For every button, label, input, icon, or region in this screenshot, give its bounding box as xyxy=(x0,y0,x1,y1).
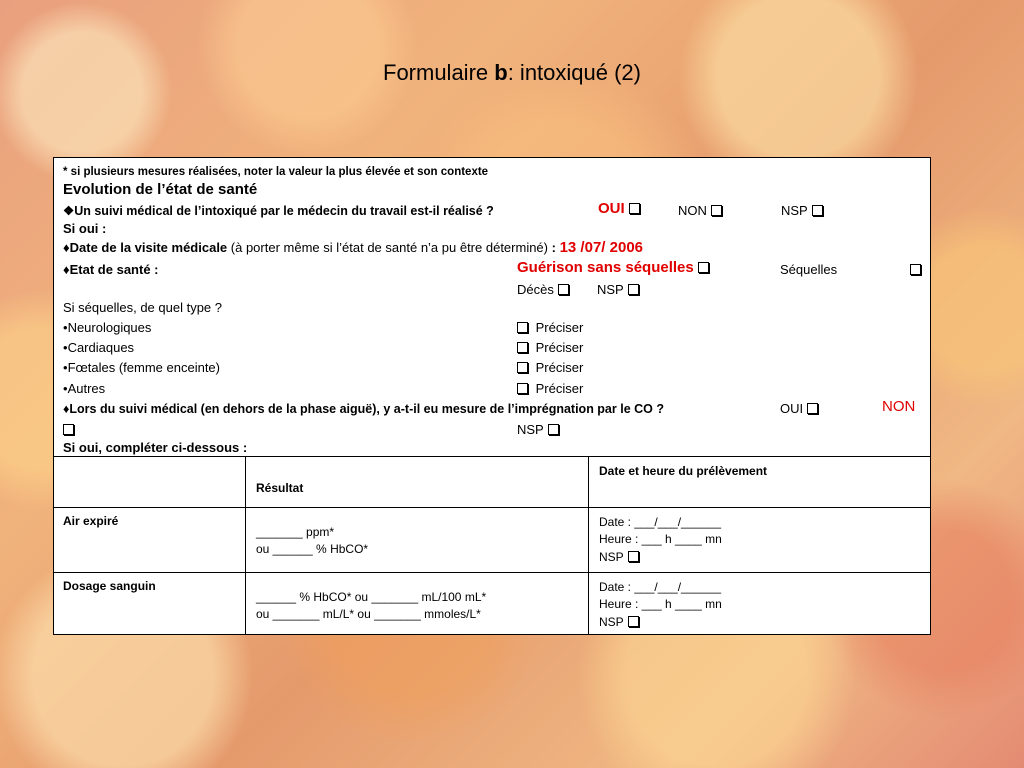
preciser-cardio[interactable] xyxy=(517,340,583,356)
option-sequelles[interactable] xyxy=(780,262,837,278)
result-field[interactable]: ou _______ mL/L* ou _______ mmoles/L* xyxy=(256,607,481,621)
sequelle-item-neuro xyxy=(63,320,151,336)
diamond-bullet-icon: ❖ xyxy=(63,204,75,218)
si-oui-completer: Si oui, compléter ci-dessous : xyxy=(63,440,248,455)
dot-bullet-icon: • xyxy=(63,381,68,396)
date-sep: / xyxy=(576,239,585,256)
checkbox-icon[interactable] xyxy=(910,264,921,275)
form-panel xyxy=(53,157,931,635)
checkbox-icon[interactable] xyxy=(63,424,74,435)
date-field[interactable]: Date : ___/___/______ xyxy=(599,515,722,529)
date-colon: : xyxy=(551,240,556,255)
preciser-foetales[interactable] xyxy=(517,360,583,376)
heure-field[interactable]: Heure : ___ h ____ mn xyxy=(599,532,722,546)
slide-title xyxy=(0,60,1024,86)
sequelle-label: Neurologiques xyxy=(67,320,152,335)
option-nsp[interactable] xyxy=(781,203,823,219)
question-date-visite xyxy=(63,240,643,256)
date-day: 13 xyxy=(559,239,577,256)
nsp-label: NSP xyxy=(599,615,624,629)
etat-sante-label: Etat de santé : xyxy=(69,262,159,277)
table-header-resultat: Résultat xyxy=(256,481,304,495)
checkbox-icon[interactable] xyxy=(629,203,640,214)
date-month: 07 xyxy=(584,239,602,256)
option-oui-selected[interactable] xyxy=(598,201,640,217)
preciser-autres[interactable] xyxy=(517,381,583,397)
sequelle-label: Cardiaques xyxy=(67,340,135,355)
nsp-label: NSP xyxy=(781,203,808,218)
preciser-label: Préciser xyxy=(535,360,584,375)
date-year: 2006 xyxy=(609,239,644,256)
title-text: Formulaire xyxy=(383,60,495,85)
checkbox-icon[interactable] xyxy=(628,616,639,627)
sequelle-label: Autres xyxy=(67,381,106,396)
checkbox-icon[interactable] xyxy=(628,284,639,295)
dot-bullet-icon: • xyxy=(63,320,68,335)
table-header-date: Date et heure du prélèvement xyxy=(599,464,768,478)
table-col-divider xyxy=(588,456,589,634)
option-nsp-co[interactable] xyxy=(517,422,559,438)
result-field[interactable]: ou ______ % HbCO* xyxy=(256,542,369,556)
table-col-divider xyxy=(245,456,246,634)
checkbox-icon[interactable] xyxy=(711,205,722,216)
option-non[interactable] xyxy=(678,203,722,219)
sequelles-checkbox[interactable] xyxy=(906,262,921,278)
nsp-label: NSP xyxy=(599,550,624,564)
sequelle-item-autres xyxy=(63,381,105,397)
checkbox-icon[interactable] xyxy=(517,362,528,373)
sequelle-label: Fœtales (femme enceinte) xyxy=(67,360,220,375)
dot-bullet-icon: • xyxy=(63,360,68,375)
heure-field[interactable]: Heure : ___ h ____ mn xyxy=(599,597,722,611)
non-label: NON xyxy=(678,203,707,218)
result-field[interactable]: ______ % HbCO* ou _______ mL/100 mL* xyxy=(256,590,487,604)
title-text-end: : intoxiqué (2) xyxy=(507,60,641,85)
checkbox-icon[interactable] xyxy=(698,262,709,273)
question-suivi xyxy=(63,203,494,219)
checkbox-icon[interactable] xyxy=(548,424,559,435)
nsp-label: NSP xyxy=(517,422,544,437)
checkbox-icon[interactable] xyxy=(628,551,639,562)
title-bold: b xyxy=(494,60,508,85)
section-title: Evolution de l’état de santé xyxy=(63,181,258,198)
date-visite-label: Date de la visite médicale xyxy=(69,240,228,255)
row-label-air: Air expiré xyxy=(63,514,119,528)
sequelle-item-cardio xyxy=(63,340,134,356)
date-field[interactable]: Date : ___/___/______ xyxy=(599,580,722,594)
sequelles-type-label: Si séquelles, de quel type ? xyxy=(63,300,222,315)
question-suivi-text: Un suivi médical de l’intoxiqué par le médecin du travail est-il réalisé ? xyxy=(74,204,494,218)
checkbox-icon[interactable] xyxy=(558,284,569,295)
checkbox-icon[interactable] xyxy=(812,205,823,216)
date-sep: / xyxy=(601,239,610,256)
si-oui-label: Si oui : xyxy=(63,221,107,236)
table-row-divider xyxy=(54,507,930,508)
diamond-bullet-icon: ♦ xyxy=(63,262,70,277)
checkbox-icon[interactable] xyxy=(517,342,528,353)
option-oui-co[interactable] xyxy=(780,401,818,417)
table-top-border xyxy=(54,456,930,457)
checkbox-icon[interactable] xyxy=(517,322,528,333)
option-deces[interactable] xyxy=(517,282,569,298)
option-non-co-selected[interactable]: NON xyxy=(882,398,916,415)
oui-label: OUI xyxy=(780,401,804,416)
date-visite-note: (à porter même si l’état de santé n’a pu être déterminé) xyxy=(227,240,552,255)
impregnation-text: Lors du suivi médical (en dehors de la phase aiguë), y a-t-il eu mesure de l’imprégnation par le CO ? xyxy=(69,402,664,416)
preciser-neuro[interactable] xyxy=(517,320,583,336)
sequelle-item-foetales xyxy=(63,360,220,376)
diamond-bullet-icon: ♦ xyxy=(63,240,70,255)
guerison-label: Guérison sans séquelles xyxy=(517,259,694,276)
row-label-dosage: Dosage sanguin xyxy=(63,579,156,593)
option-guerison-selected[interactable] xyxy=(517,260,709,276)
oui-label: OUI xyxy=(598,200,625,217)
preciser-label: Préciser xyxy=(535,381,584,396)
table-row-divider xyxy=(54,572,930,573)
deces-label: Décès xyxy=(517,282,554,297)
nsp-option[interactable] xyxy=(599,614,639,631)
question-impregnation xyxy=(63,401,664,417)
nsp-label: NSP xyxy=(597,282,624,297)
dot-bullet-icon: • xyxy=(63,340,68,355)
non-co-checkbox[interactable] xyxy=(63,422,74,438)
note-text: * si plusieurs mesures réalisées, noter la valeur la plus élevée et son contexte xyxy=(63,166,489,178)
checkbox-icon[interactable] xyxy=(517,383,528,394)
diamond-bullet-icon: ♦ xyxy=(63,402,70,416)
preciser-label: Préciser xyxy=(535,340,584,355)
result-field[interactable]: _______ ppm* xyxy=(256,525,335,539)
sequelles-label: Séquelles xyxy=(780,262,838,277)
preciser-label: Préciser xyxy=(535,320,584,335)
nsp-option[interactable] xyxy=(599,549,639,566)
checkbox-icon[interactable] xyxy=(807,403,818,414)
option-nsp-etat[interactable] xyxy=(597,282,639,298)
question-etat-sante xyxy=(63,262,159,278)
